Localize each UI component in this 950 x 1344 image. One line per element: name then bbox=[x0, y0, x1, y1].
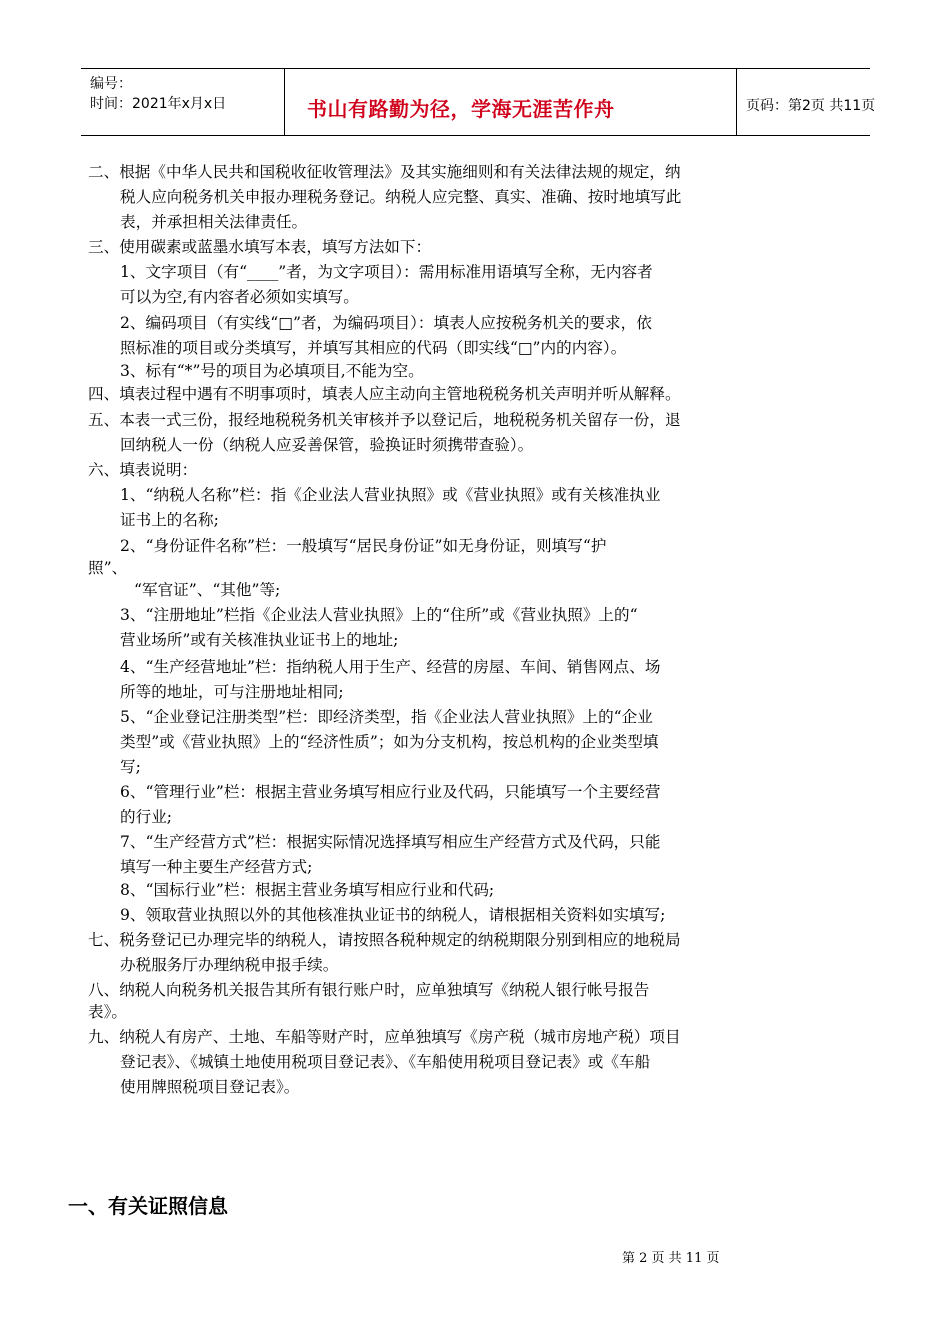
body-line: 四、填表过程中遇有不明事项时，填表人应主动向主管地税税务机关声明并听从解释。 bbox=[88, 385, 681, 403]
body-line: 3、“注册地址”栏指《企业法人营业执照》上的“住所”或《营业执照》上的“ bbox=[120, 606, 638, 624]
header-motto: 书山有路勤为径，学海无涯苦作舟 bbox=[307, 97, 615, 121]
body-line: 办税服务厅办理纳税申报手续。 bbox=[120, 956, 339, 974]
body-line: 3、标有“*”号的项目为必填项目,不能为空。 bbox=[120, 362, 424, 380]
header-page-info: 页码：第2页 共11页 bbox=[746, 98, 876, 114]
header-motto-cell bbox=[284, 69, 737, 135]
body-line: 填写一种主要生产经营方式; bbox=[120, 858, 313, 876]
body-line: 表》。 bbox=[88, 1003, 127, 1021]
body-line: 的行业; bbox=[120, 808, 173, 826]
body-line: 八、纳税人向税务机关报告其所有银行账户时，应单独填写《纳税人银行帐号报告 bbox=[88, 981, 650, 999]
body-line: 5、“企业登记注册类型”栏：即经济类型，指《企业法人营业执照》上的“企业 bbox=[120, 708, 653, 726]
body-line: 七、税务登记已办理完毕的纳税人，请按照各税种规定的纳税期限分别到相应的地税局 bbox=[88, 931, 681, 949]
document-time-label: 时间：2021年x月x日 bbox=[90, 96, 227, 112]
section-title: 一、有关证照信息 bbox=[68, 1194, 228, 1218]
body-line: 税人应向税务机关申报办理税务登记。纳税人应完整、真实、准确、按时地填写此 bbox=[120, 188, 682, 206]
page-footer: 第 2 页 共 11 页 bbox=[622, 1251, 720, 1266]
header-page-cell bbox=[737, 69, 876, 135]
document-header bbox=[81, 68, 876, 136]
body-line: 8、“国标行业”栏：根据主营业务填写相应行业和代码; bbox=[120, 881, 495, 899]
body-line: 9、领取营业执照以外的其他核准执业证书的纳税人，请根据相关资料如实填写; bbox=[120, 906, 666, 924]
body-line: 使用牌照税项目登记表》。 bbox=[120, 1078, 300, 1096]
body-line: 三、使用碳素或蓝墨水填写本表，填写方法如下： bbox=[88, 238, 432, 256]
body-line: 六、填表说明： bbox=[88, 461, 198, 479]
body-line: 登记表》、《城镇土地使用税项目登记表》、《车船使用税项目登记表》或《车船 bbox=[120, 1053, 651, 1071]
body-line: 回纳税人一份（纳税人应妥善保管，验换证时须携带查验）。 bbox=[120, 436, 534, 454]
body-line: 1、文字项目（有“____”者，为文字项目）：需用标准用语填写全称，无内容者 bbox=[120, 263, 653, 281]
body-line: 证书上的名称; bbox=[120, 511, 219, 529]
header-meta bbox=[81, 69, 284, 135]
body-line: 2、编码项目（有实线“□”者，为编码项目）：填表人应按税务机关的要求，依 bbox=[120, 314, 652, 332]
body-line: 可以为空,有内容者必须如实填写。 bbox=[120, 288, 359, 306]
body-line: “军官证”、“其他”等; bbox=[134, 581, 281, 599]
body-line: 1、“纳税人名称”栏：指《企业法人营业执照》或《营业执照》或有关核准执业 bbox=[120, 486, 661, 504]
body-line: 写; bbox=[120, 758, 141, 776]
body-line: 照”、 bbox=[88, 559, 128, 577]
body-line: 营业场所”或有关核准执业证书上的地址; bbox=[120, 631, 399, 649]
body-line: 2、“身份证件名称”栏：一般填写“居民身份证”如无身份证，则填写“护 bbox=[120, 537, 607, 555]
body-line: 九、纳税人有房产、土地、车船等财产时，应单独填写《房产税（城市房地产税）项目 bbox=[88, 1028, 681, 1046]
body-line: 7、“生产经营方式”栏：根据实际情况选择填写相应生产经营方式及代码，只能 bbox=[120, 833, 661, 851]
body-line: 类型”或《营业执照》上的“经济性质”；如为分支机构，按总机构的企业类型填 bbox=[120, 733, 659, 751]
body-line: 所等的地址，可与注册地址相同; bbox=[120, 683, 344, 701]
body-line: 照标准的项目或分类填写，并填写其相应的代码（即实线“□”内的内容）。 bbox=[120, 339, 627, 357]
body-line: 二、根据《中华人民共和国税收征收管理法》及其实施细则和有关法律法规的规定，纳 bbox=[88, 163, 681, 181]
body-line: 6、“管理行业”栏：根据主营业务填写相应行业及代码，只能填写一个主要经营 bbox=[120, 783, 661, 801]
document-number-label: 编号： bbox=[90, 76, 132, 92]
body-line: 五、本表一式三份，报经地税税务机关审核并予以登记后，地税税务机关留存一份，退 bbox=[88, 411, 681, 429]
body-line: 4、“生产经营地址”栏：指纳税人用于生产、经营的房屋、车间、销售网点、场 bbox=[120, 658, 661, 676]
body-line: 表，并承担相关法律责任。 bbox=[120, 213, 308, 231]
